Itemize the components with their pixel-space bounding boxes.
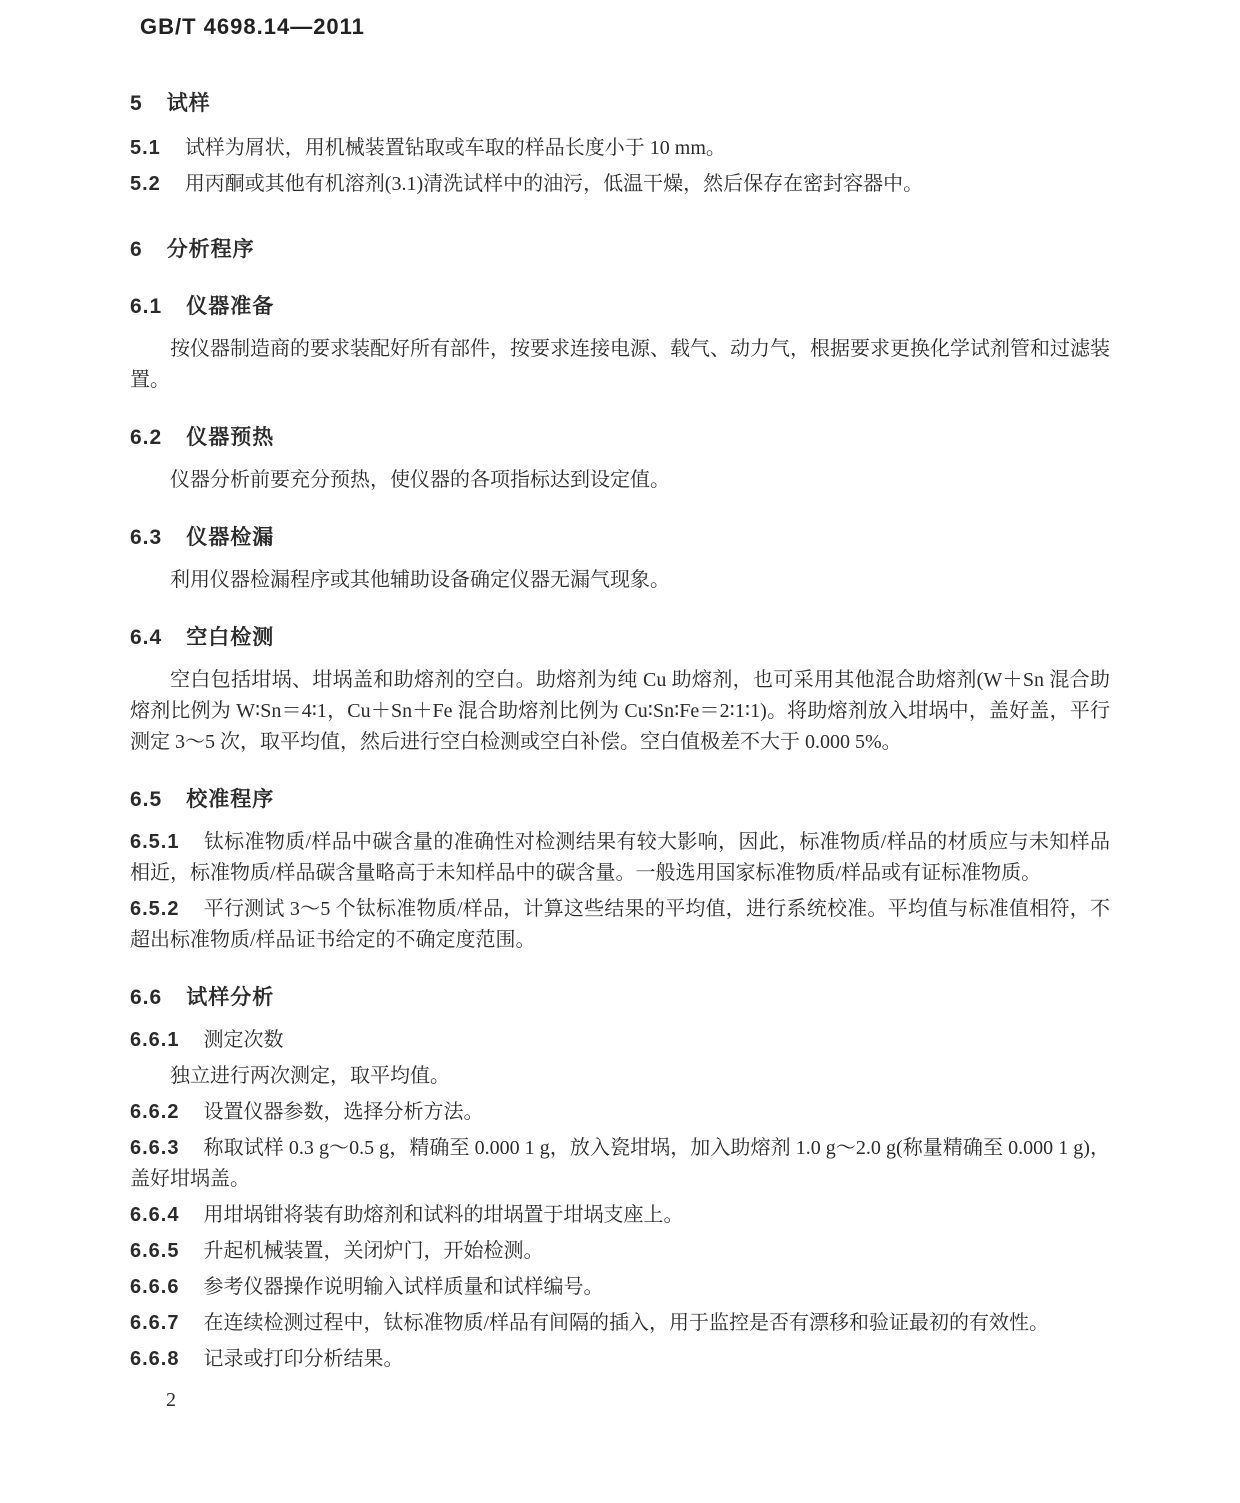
clause-text: 试样为屑状，用机械装置钻取或车取的样品长度小于 10 mm。	[184, 137, 726, 159]
paragraph-6-3	[130, 565, 1110, 596]
page-number: 2	[166, 1389, 176, 1411]
clause-number: 6.4	[130, 626, 163, 649]
section-heading-6-5	[130, 784, 1110, 815]
clause-6-6-4	[130, 1200, 1110, 1231]
section-title: 仪器准备	[186, 295, 275, 318]
clause-text: 独立进行两次测定，取平均值。	[170, 1065, 450, 1087]
section-heading-5	[130, 88, 1110, 119]
clause-6-6-2	[130, 1097, 1110, 1128]
paragraph-6-1	[130, 334, 1110, 396]
clause-text: 记录或打印分析结果。	[203, 1348, 404, 1370]
clause-number: 5.1	[130, 137, 161, 159]
paragraph-6-6-1	[130, 1061, 1110, 1092]
clause-number: 6.6.7	[130, 1312, 180, 1334]
section-title: 空白检测	[186, 626, 275, 649]
clause-5-2	[130, 169, 1110, 200]
clause-text: 平行测试 3～5 个钛标准物质/样品，计算这些结果的平均值，进行系统校准。平均值与标准值相符，不超出标准物质/样品证书给定的不确定度范围。	[130, 898, 1110, 951]
document-body	[130, 88, 1110, 1375]
clause-6-6-7	[130, 1308, 1110, 1339]
clause-text: 参考仪器操作说明输入试样质量和试样编号。	[203, 1276, 604, 1298]
clause-number: 6.5.1	[130, 831, 180, 853]
section-title: 校准程序	[186, 788, 275, 811]
section-title: 仪器预热	[186, 426, 275, 449]
clause-number: 6.6.3	[130, 1137, 180, 1159]
clause-number: 6.6.4	[130, 1204, 180, 1226]
section-heading-6-6	[130, 982, 1110, 1013]
section-heading-6-3	[130, 522, 1110, 553]
clause-text: 按仪器制造商的要求装配好所有部件，按要求连接电源、载气、动力气，根据要求更换化学试剂管和过滤装置。	[130, 338, 1110, 391]
clause-number: 6.6.8	[130, 1348, 180, 1370]
clause-5-1	[130, 133, 1110, 164]
section-heading-6-4	[130, 622, 1110, 653]
section-title: 仪器检漏	[186, 526, 275, 549]
clause-text: 利用仪器检漏程序或其他辅助设备确定仪器无漏气现象。	[170, 569, 670, 591]
clause-number: 6	[130, 238, 143, 261]
clause-6-6-1	[130, 1025, 1110, 1056]
section-title: 试样分析	[186, 986, 275, 1009]
section-heading-6-2	[130, 422, 1110, 453]
clause-text: 称取试样 0.3 g～0.5 g，精确至 0.000 1 g，放入瓷坩埚，加入助熔剂 1.0 g～2.0 g(称量精确至 0.000 1 g)，盖好坩埚盖。	[130, 1137, 1110, 1190]
clause-text: 用丙酮或其他有机溶剂(3.1)清洗试样中的油污，低温干燥，然后保存在密封容器中。	[184, 173, 924, 195]
section-heading-6-1	[130, 291, 1110, 322]
clause-6-5-1	[130, 827, 1110, 889]
clause-6-6-3	[130, 1133, 1110, 1195]
clause-number: 5	[130, 92, 143, 115]
clause-6-5-2	[130, 894, 1110, 956]
clause-text: 钛标准物质/样品中碳含量的准确性对检测结果有较大影响，因此，标准物质/样品的材质应与未知样品相近，标准物质/样品碳含量略高于未知样品中的碳含量。一般选用国家标准物质/样品或有证标准物质。	[130, 831, 1110, 884]
clause-text: 测定次数	[203, 1029, 284, 1051]
clause-number: 6.5	[130, 788, 163, 811]
clause-number: 5.2	[130, 173, 161, 195]
clause-6-6-5	[130, 1236, 1110, 1267]
clause-number: 6.6.1	[130, 1029, 180, 1051]
clause-number: 6.6.2	[130, 1101, 180, 1123]
paragraph-6-4	[130, 665, 1110, 758]
clause-text: 设置仪器参数，选择分析方法。	[203, 1101, 484, 1123]
clause-number: 6.6	[130, 986, 163, 1009]
clause-text: 升起机械装置，关闭炉门，开始检测。	[203, 1240, 544, 1262]
clause-text: 用坩埚钳将装有助熔剂和试料的坩埚置于坩埚支座上。	[203, 1204, 684, 1226]
clause-number: 6.6.6	[130, 1276, 180, 1298]
clause-text: 空白包括坩埚、坩埚盖和助熔剂的空白。助熔剂为纯 Cu 助熔剂，也可采用其他混合助熔剂(W＋Sn 混合助熔剂比例为 W∶Sn＝4∶1，Cu＋Sn＋Fe 混合助熔剂比例为 Cu∶Sn∶Fe＝2∶1∶1)。将助熔剂放入坩埚中，盖好盖，平行测定 3～5 次，取平均值，然后进行空白检测或空白补偿。空白值极差不大于 0.000 5%。	[130, 669, 1110, 753]
section-title: 试样	[166, 92, 211, 115]
clause-number: 6.1	[130, 295, 163, 318]
clause-number: 6.3	[130, 526, 163, 549]
clause-number: 6.6.5	[130, 1240, 180, 1262]
clause-text: 在连续检测过程中，钛标准物质/样品有间隔的插入，用于监控是否有漂移和验证最初的有效性。	[203, 1312, 1050, 1334]
clause-number: 6.5.2	[130, 898, 180, 920]
clause-text: 仪器分析前要充分预热，使仪器的各项指标达到设定值。	[170, 469, 670, 491]
clause-6-6-6	[130, 1272, 1110, 1303]
clause-6-6-8	[130, 1344, 1110, 1375]
document-header-standard-number: GB/T 4698.14—2011	[140, 14, 365, 39]
clause-number: 6.2	[130, 426, 163, 449]
section-title: 分析程序	[166, 238, 255, 261]
section-heading-6	[130, 234, 1110, 265]
paragraph-6-2	[130, 465, 1110, 496]
